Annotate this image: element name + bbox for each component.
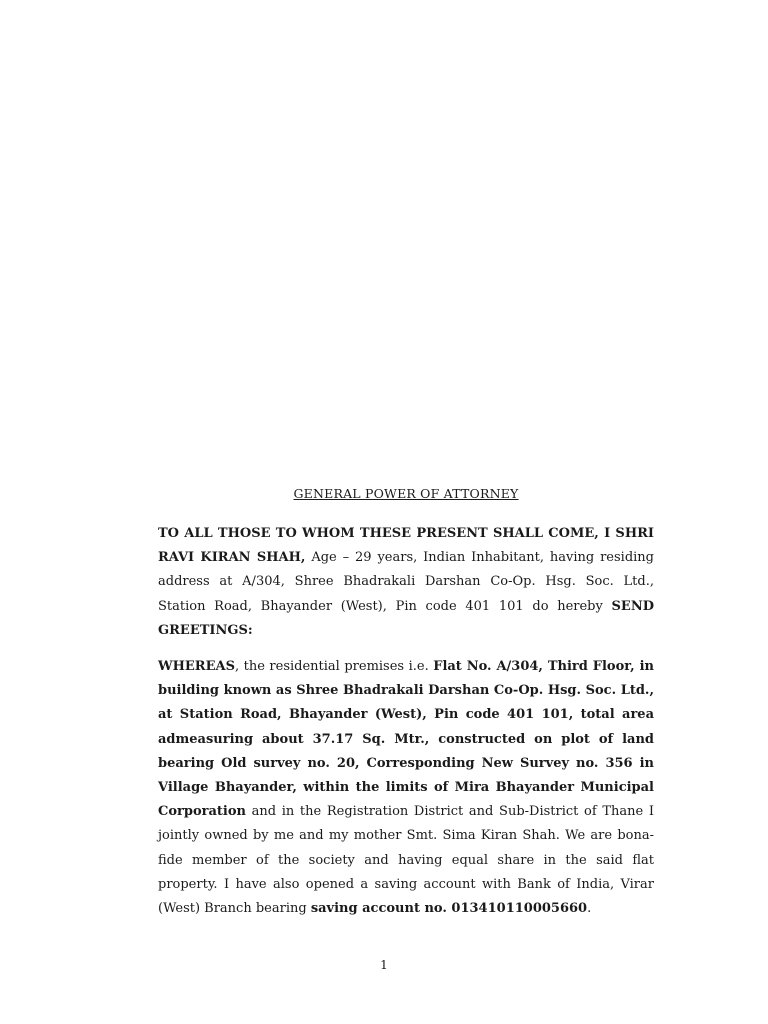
account-number-text: saving account no. 013410110005660 (310, 901, 588, 917)
addressee-text: TO ALL THOSE TO WHOM THESE PRESENT SHALL COME, I SHRI RAVI KIRAN SHAH, (158, 526, 654, 566)
page-number: 1 (380, 958, 388, 972)
ownership-text: and in the Registration District and Sub-District of Thane I jointly owned by me and my mother Smt. Sima Kiran Shah. We are bona-fide member of the society and having equal share in the said flat property. I have also opened a saving account with Bank of India, Virar (West) Branch bearing (158, 804, 654, 917)
whereas-paragraph (158, 655, 654, 921)
property-description-text: Flat No. A/304, Third Floor, in building known as Shree Bhadrakali Darshan Co-Op. Hsg. Soc. Ltd., at Station Road, Bhayander (West), Pin code 401 101, total area admeasuring about 37.17 Sq. Mtr., constructed on plot of land bearing Old survey no. 20, Corresponding New Survey no. 356 in Village Bhayander, within the limits of Mira Bhayander Municipal Corporation (158, 659, 654, 820)
premises-intro-text: , the residential premises i.e. (234, 659, 434, 674)
declarant-details-text: Age – 29 years, Indian Inhabitant, having residing address at A/304, Shree Bhadrakali Darshan Co-Op. Hsg. Soc. Ltd., Station Road, Bhayander (West), Pin code 401 101 do hereby (158, 550, 654, 614)
document-title: GENERAL POWER OF ATTORNEY (293, 486, 519, 501)
closing-period: . (587, 901, 592, 917)
greeting-paragraph (158, 522, 654, 643)
whereas-keyword: WHEREAS (158, 659, 235, 674)
send-greetings-text: SEND GREETINGS: (158, 598, 654, 638)
